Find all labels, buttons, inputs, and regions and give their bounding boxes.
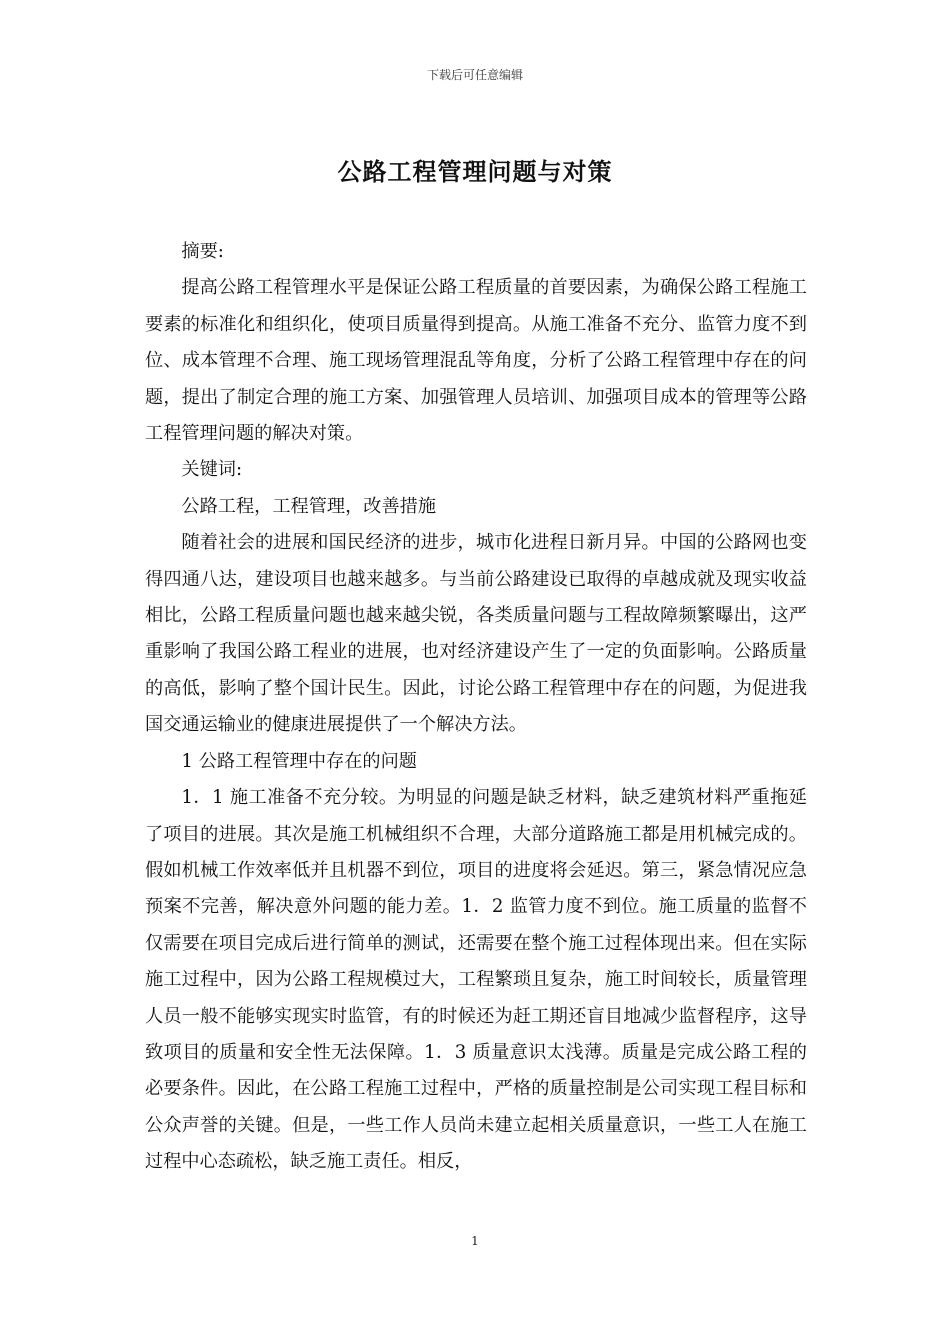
page-number: 1 [471, 1234, 479, 1248]
section-paragraph: 1．1 施工准备不充分较。为明显的问题是缺乏材料，缺乏建筑材料严重拖延了项目的进展。其次是施工机械组织不合理，大部分道路施工都是用机械完成的。假如机械工作效率低并且机器不到位，项目的进度将会延迟。第三，紧急情况应急预案不完善，解决意外问题的能力差。1．2 监管力度不到位。施工质量的监督不仅需要在项目完成后进行简单的测试，还需要在整个施工过程体现出来。但在实际施工过程中，因为公路工程规模过大，工程繁琐且复杂，施工时间较长，质量管理人员一般不能够实现实时监管，有的时候还为赶工期还盲目地减少监督程序，这导致项目的质量和安全性无法保障。1．3 质量意识太浅薄。质量是完成公路工程的必要条件。因此，在公路工程施工过程中，严格的质量控制是公司实现工程目标和公众声誉的关键。但是，一些工作人员尚未建立起相关质量意识，一些工人在施工过程中心态疏松，缺乏施工责任。相反， [145, 787, 807, 1173]
keywords-heading: 关键词: [181, 459, 243, 481]
abstract-paragraph: 提高公路工程管理水平是保证公路工程质量的首要因素，为确保公路工程施工要素的标准化和组织化，使项目质量得到提高。从施工准备不充分、监管力度不到位、成本管理不合理、施工现场管理混乱等角度，分析了公路工程管理中存在的问题，提出了制定合理的施工方案、加强管理人员培训、加强项目成本的管理等公路工程管理问题的解决对策。 [145, 277, 807, 445]
intro-paragraph: 随着社会的进展和国民经济的进步，城市化进程日新月异。中国的公路网也变得四通八达，建设项目也越来越多。与当前公路建设已取得的卓越成就及现实收益相比，公路工程质量问题也越来越尖锐，各类质量问题与工程故障频繁曝出，这严重影响了我国公路工程业的进展，也对经济建设产生了一定的负面影响。公路质量的高低，影响了整个国计民生。因此，讨论公路工程管理中存在的问题，为促进我国交通运输业的健康进展提供了一个解决方法。 [145, 532, 807, 736]
document-title: 公路工程管理问题与对策 [337, 157, 613, 186]
abstract-heading: 摘要: [181, 241, 224, 262]
section-heading: 1 公路工程管理中存在的问题 [181, 750, 417, 772]
keywords-paragraph: 公路工程，工程管理，改善措施 [181, 495, 437, 517]
document-body [145, 234, 807, 1181]
header-note: 下载后可任意编辑 [426, 68, 523, 82]
